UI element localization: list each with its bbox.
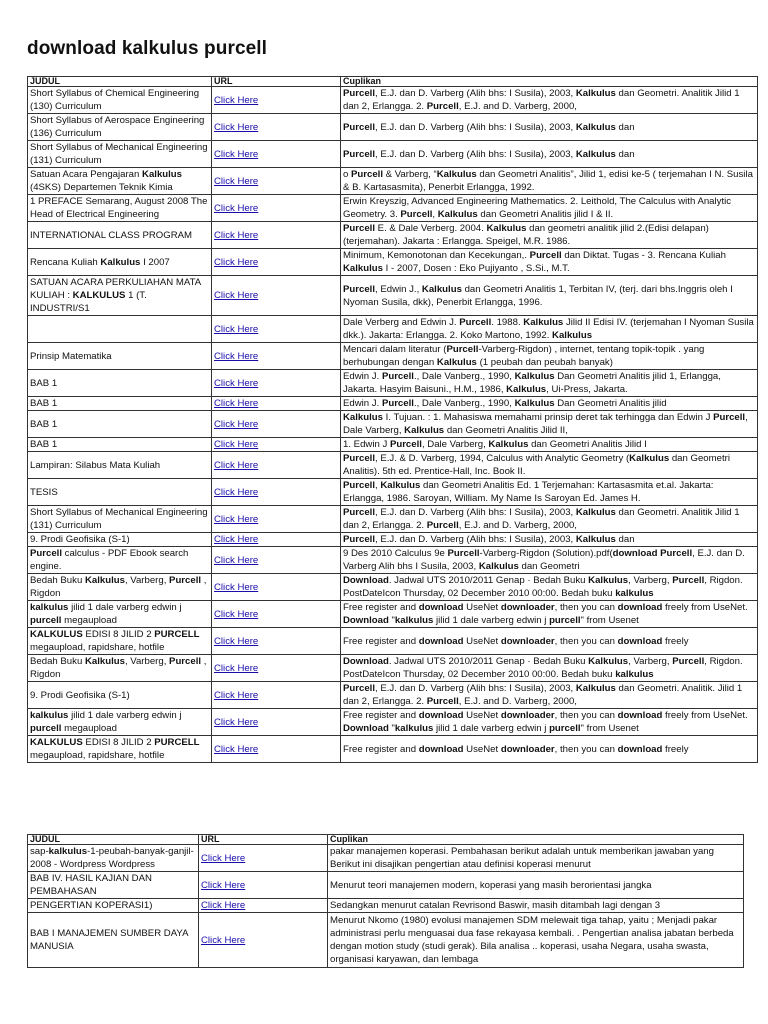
cell-url xyxy=(199,899,328,913)
cell-cuplikan: Purcell, E.J. dan D. Varberg (Alih bhs: I Susila), 2003, Kalkulus dan xyxy=(341,114,758,141)
cell-cuplikan: Menurut Nkomo (1980) evolusi manajemen SDM melewait tiga tahap, yaitu ; Menjadi pakar administrasi perlu menguasai dua fase rekayasa kembali. . Pengertian analisa jabatan berbeda dengan motion study (studi gerak). Bila analisa .. koperasi, usaha Negara, usaha swasta, organisasi karyawan, dan lembaga xyxy=(328,913,744,968)
click-here-link[interactable]: Click Here xyxy=(214,148,259,160)
table-row xyxy=(28,913,744,968)
cell-cuplikan: Download. Jadwal UTS 2010/2011 Genap · Bedah Buku Kalkulus, Varberg, Purcell, Rigdon. PostDateIcon Thursday, 02 December 2010 00:00. Bedah buku kalkulus xyxy=(341,655,758,682)
click-here-link[interactable]: Click Here xyxy=(214,202,259,214)
cell-cuplikan: Purcell, E.J. dan D. Varberg (Alih bhs: I Susila), 2003, Kalkulus dan Geometri. Analitik Jilid 1 dan 2, Erlangga. 2. Purcell, E.J. and D. Varberg, 2000, xyxy=(341,87,758,114)
cell-url xyxy=(212,276,341,316)
cell-judul: Bedah Buku Kalkulus, Varberg, Purcell , Rigdon xyxy=(28,655,212,682)
table-row xyxy=(28,370,758,397)
page-title: download kalkulus purcell xyxy=(27,38,268,59)
cell-cuplikan: Sedangkan menurut catalan Revrisond Baswir, masih ditambah lagi dengan 3 xyxy=(328,899,744,913)
cell-judul: Prinsip Matematika xyxy=(28,343,212,370)
cell-judul: BAB 1 xyxy=(28,411,212,438)
cell-judul: 1 PREFACE Semarang, August 2008 The Head of Electrical Engineering xyxy=(28,195,212,222)
cell-judul: BAB 1 xyxy=(28,438,212,452)
table-row xyxy=(28,343,758,370)
click-here-link[interactable]: Click Here xyxy=(214,554,259,566)
cell-judul: TESIS xyxy=(28,479,212,506)
table-row xyxy=(28,506,758,533)
cell-url xyxy=(199,845,328,872)
cell-cuplikan: Edwin J. Purcell., Dale Vanberg., 1990, Kalkulus Dan Geometri Analitis jilid 1, Erlangga, Jakarta. Hasyim Baisuni., H.M., 1986, Kalkulus, Ui-Press, Jakarta. xyxy=(341,370,758,397)
click-here-link[interactable]: Click Here xyxy=(214,377,259,389)
click-here-link[interactable]: Click Here xyxy=(214,635,259,647)
cell-judul: Satuan Acara Pengajaran Kalkulus (4SKS) Departemen Teknik Kimia xyxy=(28,168,212,195)
cell-url xyxy=(212,438,341,452)
cell-cuplikan: Purcell, E.J. & D. Varberg, 1994, Calculus with Analytic Geometry (Kalkulus dan Geometri Analitis). 5th ed. Prentice-Hall, Inc. Book II. xyxy=(341,452,758,479)
click-here-link[interactable]: Click Here xyxy=(214,94,259,106)
click-here-link[interactable]: Click Here xyxy=(214,398,259,409)
table-row xyxy=(28,709,758,736)
cell-judul: BAB IV. HASIL KAJIAN DAN PEMBAHASAN xyxy=(28,872,199,899)
click-here-link[interactable]: Click Here xyxy=(201,934,246,946)
header-url: URL xyxy=(212,77,341,87)
click-here-link[interactable]: Click Here xyxy=(201,852,246,864)
table-row xyxy=(28,574,758,601)
cell-url xyxy=(212,736,341,763)
click-here-link[interactable]: Click Here xyxy=(214,290,259,301)
click-here-link[interactable]: Click Here xyxy=(214,439,259,450)
cell-url xyxy=(212,141,341,168)
table-row xyxy=(28,547,758,574)
cell-url xyxy=(199,872,328,899)
table-row xyxy=(28,141,758,168)
cell-url xyxy=(212,709,341,736)
click-here-link[interactable]: Click Here xyxy=(214,256,259,268)
cell-cuplikan: Free register and download UseNet downloader, then you can download freely xyxy=(341,736,758,763)
cell-url xyxy=(212,574,341,601)
cell-cuplikan: Edwin J. Purcell., Dale Vanberg., 1990, Kalkulus Dan Geometri Analitis jilid xyxy=(341,397,758,411)
cell-judul: Purcell calculus - PDF Ebook search engine. xyxy=(28,547,212,574)
cell-url xyxy=(212,411,341,438)
table-row xyxy=(28,533,758,547)
cell-cuplikan: Download. Jadwal UTS 2010/2011 Genap · Bedah Buku Kalkulus, Varberg, Purcell, Rigdon. PostDateIcon Thursday, 02 December 2010 00:00. Bedah buku kalkulus xyxy=(341,574,758,601)
cell-cuplikan: Menurut teori manajemen modern, koperasi yang masih berorientasi jangka xyxy=(328,872,744,899)
cell-cuplikan: Minimum, Kemonotonan dan Kecekungan,. Purcell dan Diktat. Tugas - 3. Rencana Kuliah Kalkulus I - 2007, Dosen : Eko Pujiyanto , S.Si., M.T. xyxy=(341,249,758,276)
cell-judul: BAB I MANAJEMEN SUMBER DAYA MANUSIA xyxy=(28,913,199,968)
table-row xyxy=(28,222,758,249)
click-here-link[interactable]: Click Here xyxy=(214,689,259,701)
cell-judul: PENGERTIAN KOPERASI1) xyxy=(28,899,199,913)
header-judul: JUDUL xyxy=(28,835,199,845)
results-table xyxy=(27,76,758,763)
cell-url xyxy=(212,222,341,249)
cell-url xyxy=(212,601,341,628)
cell-judul: kalkulus jilid 1 dale varberg edwin j purcell megaupload xyxy=(28,709,212,736)
table-row xyxy=(28,736,758,763)
cell-url xyxy=(212,195,341,222)
cell-judul: KALKULUS EDISI 8 JILID 2 PURCELL megaupload, rapidshare, hotfile xyxy=(28,628,212,655)
click-here-link[interactable]: Click Here xyxy=(214,662,259,674)
cell-judul: sap-kalkulus-1-peubah-banyak-ganjil-2008 - Wordpress Wordpress xyxy=(28,845,199,872)
cell-cuplikan: Mencari dalam literatur (Purcell-Varberg-Rigdon) , internet, tentang topik-topik . yang berhubungan dengan Kalkulus (1 peubah dan peubah banyak) xyxy=(341,343,758,370)
cell-cuplikan: Free register and download UseNet downloader, then you can download freely from UseNet. Download "kalkulus jilid 1 dale varberg edwin j purcell" from Usenet xyxy=(341,601,758,628)
cell-judul: Short Syllabus of Chemical Engineering (130) Curriculum xyxy=(28,87,212,114)
cell-url xyxy=(212,168,341,195)
cell-url xyxy=(212,114,341,141)
click-here-link[interactable]: Click Here xyxy=(214,229,259,241)
click-here-link[interactable]: Click Here xyxy=(201,900,246,911)
table-row xyxy=(28,316,758,343)
cell-url xyxy=(212,452,341,479)
cell-url xyxy=(212,249,341,276)
table-row xyxy=(28,628,758,655)
cell-url xyxy=(212,397,341,411)
cell-url xyxy=(212,370,341,397)
cell-judul: INTERNATIONAL CLASS PROGRAM xyxy=(28,222,212,249)
cell-url xyxy=(212,87,341,114)
cell-url xyxy=(199,913,328,968)
cell-judul: Short Syllabus of Aerospace Engineering (136) Curriculum xyxy=(28,114,212,141)
cell-cuplikan: Purcell, E.J. dan D. Varberg (Alih bhs: I Susila), 2003, Kalkulus dan Geometri. Analitik. Jilid 1 dan 2, Erlangga. 2. Purcell, E.J. and D. Varberg, 2000, xyxy=(341,682,758,709)
table-row xyxy=(28,438,758,452)
cell-cuplikan: Purcell, E.J. dan D. Varberg (Alih bhs: I Susila), 2003, Kalkulus dan xyxy=(341,533,758,547)
table-row xyxy=(28,452,758,479)
cell-cuplikan: 9 Des 2010 Calculus 9e Purcell-Varberg-Rigdon (Solution).pdf(download Purcell, E.J. dan D. Varberg Alih bhs I Susila, 2003, Kalkulus dan Geometri xyxy=(341,547,758,574)
cell-cuplikan: Purcell E. & Dale Verberg. 2004. Kalkulus dan geometri analitik jilid 2.(Edisi delapan) (terjemahan). Jakarta : Erlangga. Speigel, M.R. 1986. xyxy=(341,222,758,249)
table-row xyxy=(28,168,758,195)
table-row xyxy=(28,397,758,411)
table-row xyxy=(28,899,744,913)
cell-cuplikan: Dale Verberg and Edwin J. Purcell. 1988. Kalkulus Jilid II Edisi IV. (terjemahan I Nyoman Susila dkk.). Jakarta: Erlangga. 2. Koko Martono, 1992. Kalkulus xyxy=(341,316,758,343)
table-row xyxy=(28,479,758,506)
cell-url xyxy=(212,316,341,343)
header-judul: JUDUL xyxy=(28,77,212,87)
cell-judul: kalkulus jilid 1 dale varberg edwin j purcell megaupload xyxy=(28,601,212,628)
cell-cuplikan: Free register and download UseNet downloader, then you can download freely xyxy=(341,628,758,655)
click-here-link[interactable]: Click Here xyxy=(214,513,259,525)
cell-cuplikan: Erwin Kreyszig, Advanced Engineering Mathematics. 2. Leithold, The Calculus with Analytic Geometry. 3. Purcell, Kalkulus dan Geometri Analitis jilid I & II. xyxy=(341,195,758,222)
cell-cuplikan: Purcell, Kalkulus dan Geometri Analitis Ed. 1 Terjemahan: Kartasasmita et.al. Jakarta: Erlangga, 1986. Saroyan, William. My Name Is Saroyan Ed. James H. xyxy=(341,479,758,506)
header-cuplikan: Cuplikan xyxy=(328,835,744,845)
table-header-row xyxy=(28,77,758,87)
cell-url xyxy=(212,479,341,506)
cell-cuplikan: Free register and download UseNet downloader, then you can download freely from UseNet. Download "kalkulus jilid 1 dale varberg edwin j purcell" from Usenet xyxy=(341,709,758,736)
click-here-link[interactable]: Click Here xyxy=(214,459,259,471)
click-here-link[interactable]: Click Here xyxy=(214,418,259,430)
table-row xyxy=(28,249,758,276)
cell-url xyxy=(212,506,341,533)
cell-cuplikan: 1. Edwin J Purcell, Dale Varberg, Kalkulus dan Geometri Analitis Jilid I xyxy=(341,438,758,452)
click-here-link[interactable]: Click Here xyxy=(214,121,259,133)
table-row xyxy=(28,845,744,872)
cell-judul: KALKULUS EDISI 8 JILID 2 PURCELL megaupload, rapidshare, hotfile xyxy=(28,736,212,763)
click-here-link[interactable]: Click Here xyxy=(214,743,259,755)
cell-judul: Bedah Buku Kalkulus, Varberg, Purcell , Rigdon xyxy=(28,574,212,601)
click-here-link[interactable]: Click Here xyxy=(214,486,259,498)
cell-cuplikan: Kalkulus I. Tujuan. : 1. Mahasiswa memahami prinsip deret tak terhingga dan Edwin J Purcell, Dale Varberg, Kalkulus dan Geometri Analitis Jilid II, xyxy=(341,411,758,438)
click-here-link[interactable]: Click Here xyxy=(214,534,259,545)
cell-url xyxy=(212,682,341,709)
click-here-link[interactable]: Click Here xyxy=(214,350,259,362)
cell-judul: Rencana Kuliah Kalkulus I 2007 xyxy=(28,249,212,276)
cell-judul: SATUAN ACARA PERKULIAHAN MATA KULIAH : KALKULUS 1 (T. INDUSTRI/S1 xyxy=(28,276,212,316)
cell-cuplikan: Purcell, E.J. dan D. Varberg (Alih bhs: I Susila), 2003, Kalkulus dan xyxy=(341,141,758,168)
cell-cuplikan: pakar manajemen koperasi. Pembahasan berikut adalah untuk memberikan jawaban yang Berikut ini disajikan pengertian atau definisi koperasi menurut xyxy=(328,845,744,872)
cell-judul: Lampiran: Silabus Mata Kuliah xyxy=(28,452,212,479)
cell-url xyxy=(212,655,341,682)
cell-judul xyxy=(28,316,212,343)
table-row xyxy=(28,601,758,628)
cell-judul: 9. Prodi Geofisika (S-1) xyxy=(28,682,212,709)
click-here-link[interactable]: Click Here xyxy=(214,175,259,187)
cell-url xyxy=(212,628,341,655)
cell-judul: Short Syllabus of Mechanical Engineering (131) Curriculum xyxy=(28,141,212,168)
cell-judul: Short Syllabus of Mechanical Engineering (131) Curriculum xyxy=(28,506,212,533)
table-row xyxy=(28,872,744,899)
table-row xyxy=(28,114,758,141)
cell-judul: 9. Prodi Geofisika (S-1) xyxy=(28,533,212,547)
click-here-link[interactable]: Click Here xyxy=(214,581,259,593)
click-here-link[interactable]: Click Here xyxy=(214,716,259,728)
click-here-link[interactable]: Click Here xyxy=(201,879,246,891)
cell-judul: BAB 1 xyxy=(28,397,212,411)
click-here-link[interactable]: Click Here xyxy=(214,608,259,620)
header-cuplikan: Cuplikan xyxy=(341,77,758,87)
cell-judul: BAB 1 xyxy=(28,370,212,397)
header-url: URL xyxy=(199,835,328,845)
table-row xyxy=(28,195,758,222)
table-row xyxy=(28,276,758,316)
cell-url xyxy=(212,533,341,547)
cell-url xyxy=(212,547,341,574)
table-row xyxy=(28,682,758,709)
results-table-secondary xyxy=(27,834,744,968)
cell-url xyxy=(212,343,341,370)
table-row xyxy=(28,655,758,682)
cell-cuplikan: Purcell, E.J. dan D. Varberg (Alih bhs: I Susila), 2003, Kalkulus dan Geometri. Analitik Jilid 1 dan 2, Erlangga. 2. Purcell, E.J. and D. Varberg, 2000, xyxy=(341,506,758,533)
click-here-link[interactable]: Click Here xyxy=(214,323,259,335)
table-row xyxy=(28,411,758,438)
cell-cuplikan: o Purcell & Varberg, “Kalkulus dan Geometri Analitis”, Jilid 1, edisi ke-5 ( terjemahan I N. Susila & B. Kartasasmita), Penerbit Erlangga, 1992. xyxy=(341,168,758,195)
table-header-row xyxy=(28,835,744,845)
table-row xyxy=(28,87,758,114)
cell-cuplikan: Purcell, Edwin J., Kalkulus dan Geometri Analitis 1, Terbitan IV, (terj. dari bhs.Inggris oleh I Nyoman Susila, dkk), Penerbit Erlangga, 1996. xyxy=(341,276,758,316)
